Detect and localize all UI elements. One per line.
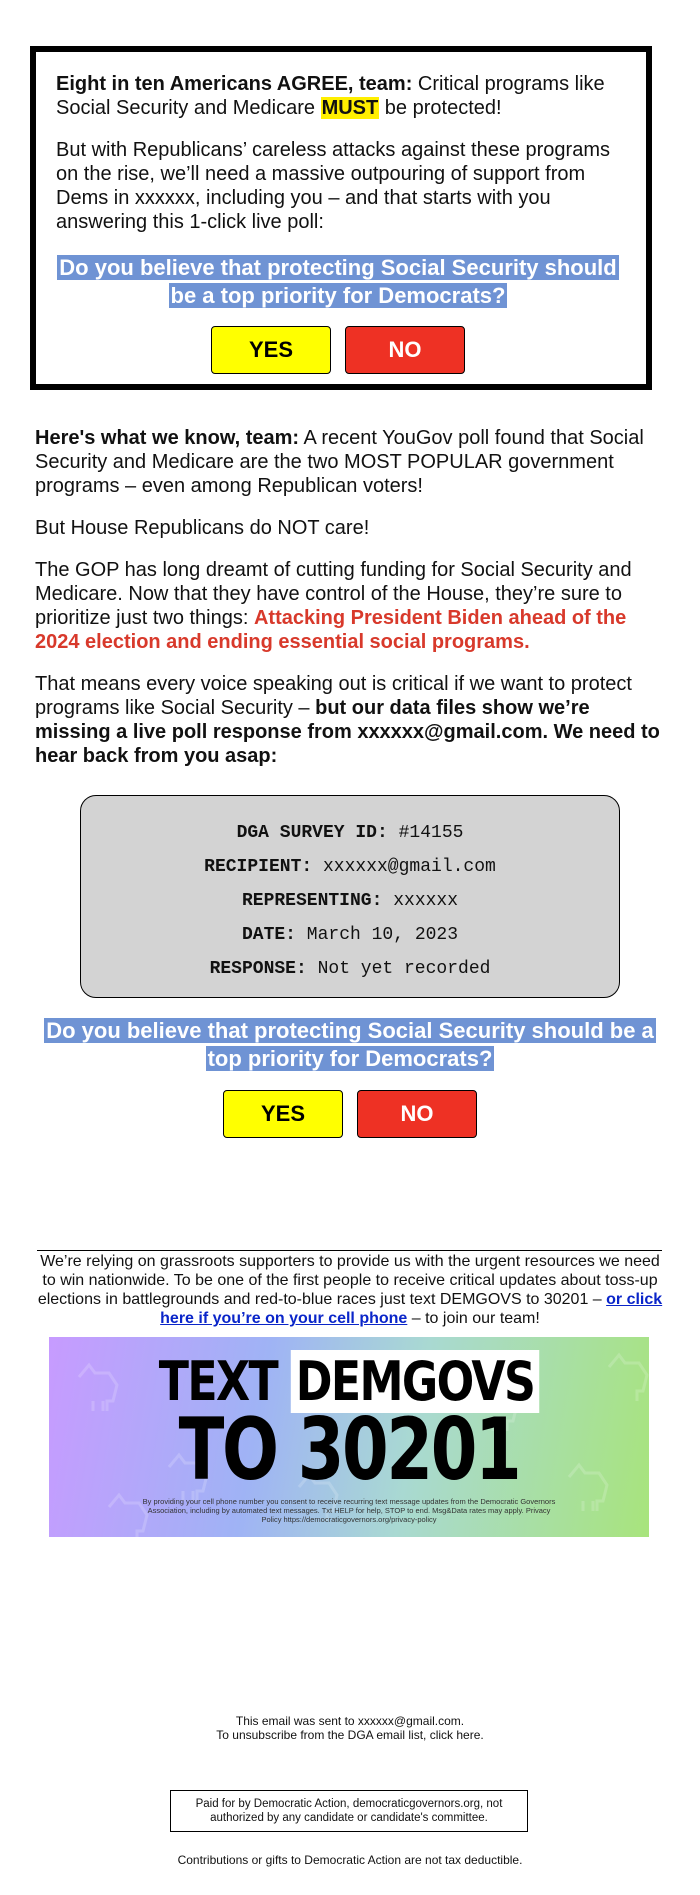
no-button[interactable]: NO [345, 326, 465, 374]
body-p1-rest: A recent YouGov poll found that Social Security and Medicare are the two MOST POPULAR government programs – even among Republican voters! [35, 427, 644, 497]
yes-button-2[interactable]: YES [223, 1090, 343, 1138]
intro-paragraph-2: But with Republicans’ careless attacks against these programs on the rise, we’ll need a massive outpouring of support from Dems in xxxxxx, including you – and that starts with you answering this 1-click live poll: [56, 139, 610, 233]
banner-fine-print: By providing your cell phone number you consent to receive recurring text message updates from the Democratic Governors Association, including by automated text messages. Txt HELP for help, STOP to end. Msg&Data rates may apply. Privacy Policy https://democraticgovernors.org/privacy-policy [142, 1497, 556, 1524]
body-paragraph-3 [35, 558, 665, 654]
survey-recipient-line [81, 850, 619, 884]
survey-representing-value: xxxxxx [393, 891, 459, 911]
intro-lead-bold: Eight in ten Americans AGREE, team: [56, 73, 413, 95]
poll-question-text: Do you believe that protecting Social Security should be a top priority for Democrats? [59, 255, 617, 308]
unsubscribe-line[interactable]: To unsubscribe from the DGA email list, click here. [216, 1728, 484, 1742]
survey-response-value: Not yet recorded [317, 959, 491, 979]
must-highlight: MUST [321, 97, 379, 119]
survey-id-label: DGA SURVEY ID: [236, 823, 388, 843]
intro-box [30, 46, 652, 390]
banner-text-word: TEXT [158, 1350, 278, 1413]
footer-sent-info [0, 1714, 700, 1742]
promo-text [35, 1252, 665, 1328]
body-section [35, 426, 665, 768]
body-paragraph-1 [35, 426, 665, 498]
survey-representing-label: REPRESENTING: [241, 891, 383, 911]
intro-lead-rest-2: be protected! [379, 97, 502, 119]
poll-buttons-2 [0, 1090, 700, 1138]
poll-question [56, 254, 620, 310]
body-paragraph-2: But House Republicans do NOT care! [35, 517, 370, 539]
poll-question-2-text: Do you believe that protecting Social Security should be a top priority for Democrats? [46, 1018, 654, 1071]
divider [37, 1250, 662, 1251]
survey-date-value: March 10, 2023 [306, 925, 459, 945]
body-p4-bold: but our data files show we’re missing a live poll response from xxxxxx@gmail.com. We need to hear back from you asap: [35, 697, 660, 767]
yes-button[interactable]: YES [211, 326, 331, 374]
survey-box [80, 795, 620, 998]
survey-recipient-value: xxxxxx@gmail.com [323, 857, 496, 877]
body-lead-bold: Here's what we know, team: [35, 427, 300, 449]
text-demgovs-banner[interactable] [49, 1337, 649, 1537]
survey-date-line [81, 918, 619, 952]
no-button-2[interactable]: NO [357, 1090, 477, 1138]
survey-date-label: DATE: [241, 925, 296, 945]
promo-text-1: We’re relying on grassroots supporters to provide us with the urgent resources we need to win nationwide. To be one of the first people to receive critical updates about toss-up elections in battlegrounds and red-to-blue races just text DEMGOVS to 30201 – [37, 1253, 660, 1308]
banner-keyword: DEMGOVS [291, 1350, 539, 1413]
cell-phone-link[interactable]: or click here if you’re on your cell phone [160, 1291, 663, 1327]
survey-id-value: #14155 [398, 823, 464, 843]
body-p3-red: Attacking President Biden ahead of the 2024 election and ending essential social programs. [35, 607, 627, 653]
poll-question-2 [35, 1017, 665, 1073]
intro-lead-rest-1: Critical programs like Social Security and Medicare [56, 73, 605, 119]
survey-response-line [81, 952, 619, 986]
survey-recipient-label: RECIPIENT: [204, 857, 313, 877]
survey-response-label: RESPONSE: [209, 959, 307, 979]
sent-line: This email was sent to xxxxxx@gmail.com. [235, 1714, 465, 1728]
contributions-disclaimer: Contributions or gifts to Democratic Action are not tax deductible. [177, 1853, 523, 1867]
poll-buttons [56, 326, 620, 374]
intro-paragraph-1 [56, 72, 620, 120]
banner-to-number: TO 30201 [178, 1400, 520, 1500]
survey-representing-line [81, 884, 619, 918]
body-paragraph-4 [35, 672, 665, 768]
body-p4-rest: That means every voice speaking out is critical if we want to protect programs like Social Security – [35, 673, 632, 719]
survey-id-line [81, 816, 619, 850]
body-p3-rest: The GOP has long dreamt of cutting funding for Social Security and Medicare. Now that they have control of the House, they’re sure to prioritize just two things: [35, 559, 632, 629]
paid-for-box: Paid for by Democratic Action, democraticgovernors.org, not authorized by any candidate or candidate's committee. [170, 1790, 528, 1832]
promo-text-2: – to join our team! [407, 1310, 540, 1327]
